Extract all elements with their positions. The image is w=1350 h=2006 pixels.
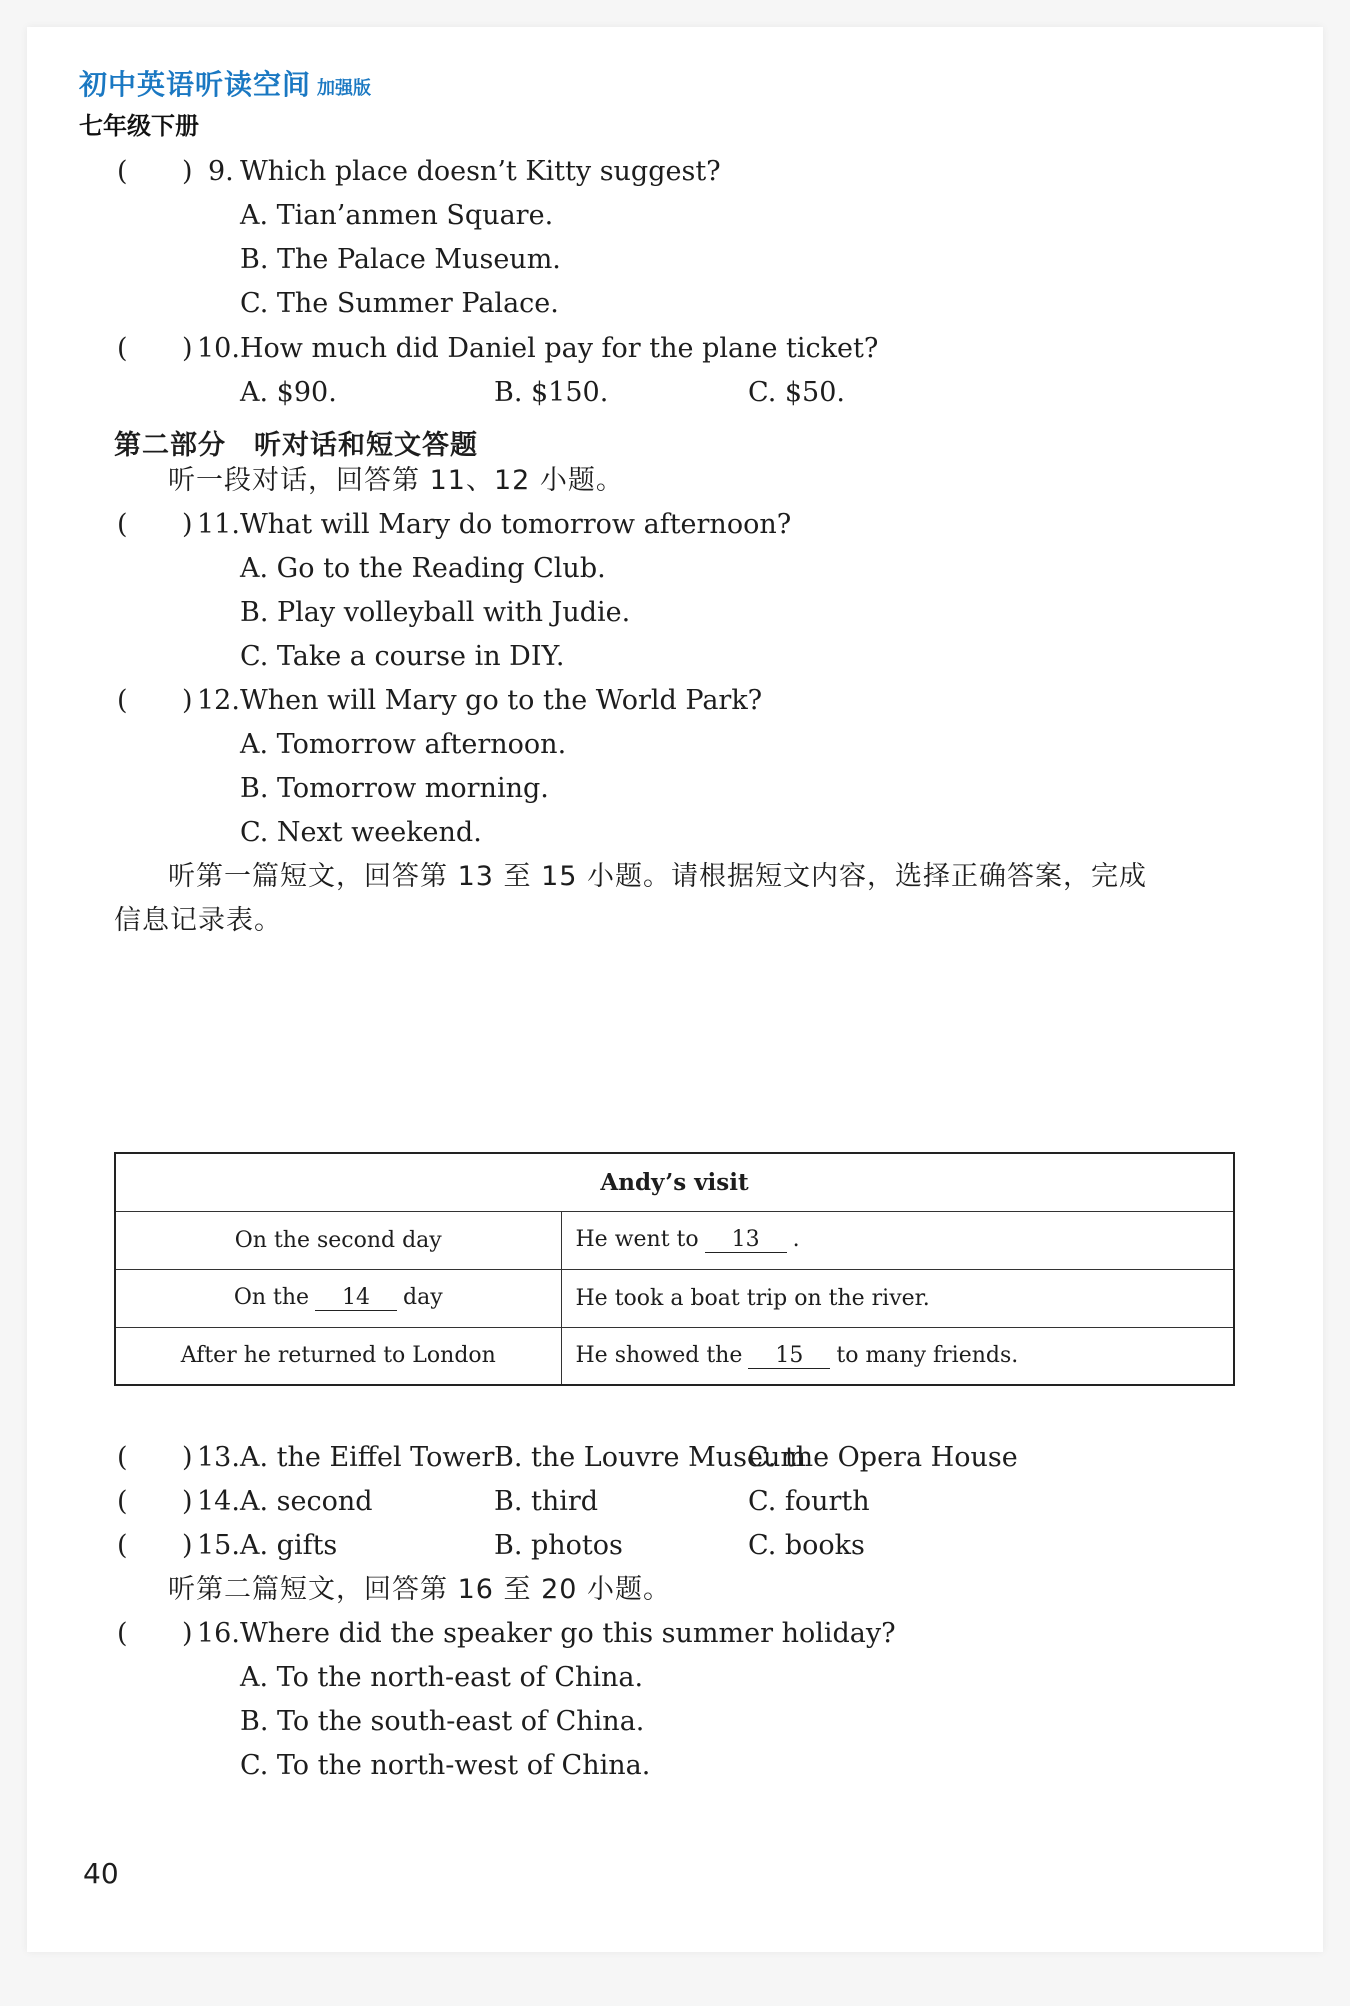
cell-text: He went to bbox=[575, 1226, 699, 1252]
table-row bbox=[115, 1211, 1234, 1269]
option-b: B. $150. bbox=[494, 377, 609, 408]
table-cell-what bbox=[561, 1211, 1234, 1269]
option-a: A. the Eiffel Tower bbox=[240, 1442, 495, 1473]
question-number: 10. bbox=[197, 333, 240, 364]
option-b: B. Tomorrow morning. bbox=[240, 773, 549, 804]
option-c: C. The Summer Palace. bbox=[240, 288, 559, 319]
answer-paren-close: ) bbox=[182, 1486, 193, 1517]
question-10-text: How much did Daniel pay for the plane ticket? bbox=[240, 333, 879, 364]
answer-blank-14[interactable]: 14 bbox=[315, 1286, 397, 1311]
answer-blank-15[interactable]: 15 bbox=[748, 1344, 830, 1369]
option-c: C. Next weekend. bbox=[240, 817, 482, 848]
table-cell-when: On the second day bbox=[115, 1211, 561, 1269]
option-c: C. $50. bbox=[748, 377, 845, 408]
answer-paren-open: ( bbox=[117, 156, 128, 187]
table-row bbox=[115, 1327, 1234, 1385]
answer-paren-close: ) bbox=[182, 685, 193, 716]
option-b: B. the Louvre Museum bbox=[494, 1442, 806, 1473]
option-b: B. third bbox=[494, 1486, 599, 1517]
passage2-instructions: 听第二篇短文，回答第 16 至 20 小题。 bbox=[168, 1574, 672, 1605]
question-number: 14. bbox=[197, 1486, 240, 1517]
answer-paren-open: ( bbox=[117, 1618, 128, 1649]
table-cell-what: He took a boat trip on the river. bbox=[561, 1269, 1234, 1327]
option-a: A. Go to the Reading Club. bbox=[240, 553, 606, 584]
table-cell-when bbox=[115, 1269, 561, 1327]
question-12-text: When will Mary go to the World Park? bbox=[240, 685, 763, 716]
passage1-instructions: 听第一篇短文，回答第 13 至 15 小题。请根据短文内容，选择正确答案，完成 bbox=[168, 861, 1148, 892]
option-a: A. To the north-east of China. bbox=[240, 1662, 644, 1693]
option-a: A. second bbox=[240, 1486, 373, 1517]
option-c: C. the Opera House bbox=[748, 1442, 1018, 1473]
answer-paren-open: ( bbox=[117, 333, 128, 364]
section-heading: 第二部分 听对话和短文答题 bbox=[114, 430, 478, 461]
question-16-text: Where did the speaker go this summer holiday? bbox=[240, 1618, 896, 1649]
question-number: 9. bbox=[208, 156, 234, 187]
answer-paren-close: ) bbox=[182, 1618, 193, 1649]
option-c: C. Take a course in DIY. bbox=[240, 641, 565, 672]
answer-paren-open: ( bbox=[117, 1442, 128, 1473]
option-a: A. $90. bbox=[240, 377, 337, 408]
cell-text: to many friends. bbox=[836, 1342, 1019, 1368]
table-header-row bbox=[115, 1153, 1234, 1211]
table-row bbox=[115, 1269, 1234, 1327]
cell-text: . bbox=[792, 1226, 800, 1252]
book-grade: 七年级下册 bbox=[79, 112, 199, 140]
info-record-table bbox=[114, 1152, 1235, 1386]
answer-paren-close: ) bbox=[182, 1530, 193, 1561]
question-number: 15. bbox=[197, 1530, 240, 1561]
answer-paren-open: ( bbox=[117, 685, 128, 716]
option-b: B. To the south-east of China. bbox=[240, 1706, 645, 1737]
option-b: B. photos bbox=[494, 1530, 623, 1561]
book-edition-tag: 加强版 bbox=[317, 78, 372, 99]
question-number: 16. bbox=[197, 1618, 240, 1649]
option-c: C. books bbox=[748, 1530, 865, 1561]
answer-paren-close: ) bbox=[182, 333, 193, 364]
answer-paren-open: ( bbox=[117, 1530, 128, 1561]
option-b: B. Play volleyball with Judie. bbox=[240, 597, 631, 628]
page-number: 40 bbox=[83, 1857, 119, 1890]
option-a: A. Tomorrow afternoon. bbox=[240, 729, 567, 760]
table-cell-what bbox=[561, 1327, 1234, 1385]
question-number: 12. bbox=[197, 685, 240, 716]
table-title: Andy’s visit bbox=[115, 1153, 1234, 1211]
question-9-text: Which place doesn’t Kitty suggest? bbox=[240, 156, 721, 187]
option-c: C. fourth bbox=[748, 1486, 870, 1517]
book-title bbox=[79, 63, 371, 103]
answer-paren-close: ) bbox=[182, 1442, 193, 1473]
table-cell-when: After he returned to London bbox=[115, 1327, 561, 1385]
answer-paren-open: ( bbox=[117, 1486, 128, 1517]
answer-paren-open: ( bbox=[117, 509, 128, 540]
cell-text: day bbox=[403, 1284, 443, 1310]
option-b: B. The Palace Museum. bbox=[240, 244, 561, 275]
question-11-text: What will Mary do tomorrow afternoon? bbox=[240, 509, 792, 540]
option-a: A. gifts bbox=[240, 1530, 338, 1561]
dialog-instructions: 听一段对话，回答第 11、12 小题。 bbox=[168, 465, 624, 496]
cell-text: On the bbox=[233, 1284, 310, 1310]
answer-paren-close: ) bbox=[182, 509, 193, 540]
worksheet-page bbox=[27, 27, 1323, 1952]
answer-blank-13[interactable]: 13 bbox=[705, 1228, 787, 1253]
book-title-text: 初中英语听读空间 bbox=[79, 68, 312, 101]
answer-paren-close: ) bbox=[182, 156, 193, 187]
option-c: C. To the north-west of China. bbox=[240, 1750, 651, 1781]
question-number: 11. bbox=[197, 509, 240, 540]
cell-text: He showed the bbox=[575, 1342, 743, 1368]
question-number: 13. bbox=[197, 1442, 240, 1473]
passage1-instructions-cont: 信息记录表。 bbox=[114, 905, 282, 936]
option-a: A. Tian’anmen Square. bbox=[240, 200, 554, 231]
